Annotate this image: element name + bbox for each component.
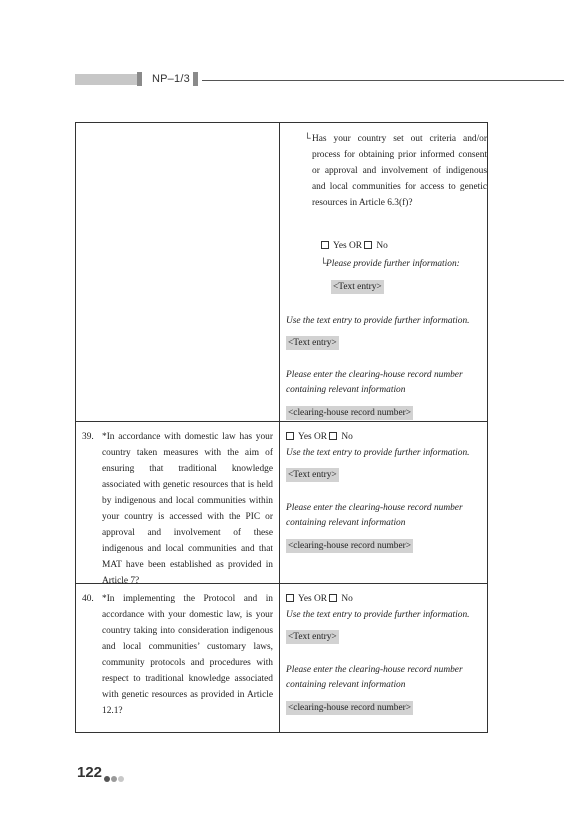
question-cell	[76, 584, 280, 732]
question-number: 39.	[82, 432, 94, 442]
no-label: No	[341, 594, 353, 604]
clearing-house-record-field[interactable]: <clearing-house record number>	[288, 703, 412, 713]
clearing-house-record-field[interactable]: <clearing-house record number>	[288, 541, 412, 551]
clearing-house-instruction: Please enter the clearing-house record number containing relevant information	[286, 503, 463, 528]
or-label: OR	[313, 432, 328, 442]
clearing-house-instruction: Please enter the clearing-house record number containing relevant information	[286, 665, 463, 690]
clearing-house-record-field[interactable]: <clearing-house record number>	[288, 408, 412, 418]
or-label: OR	[313, 594, 328, 604]
page-number: 122	[77, 764, 103, 781]
clearing-house-instruction: Please enter the clearing-house record number containing relevant information	[286, 370, 463, 395]
table-row	[76, 421, 487, 586]
answer-cell	[280, 422, 487, 583]
yes-checkbox[interactable]	[321, 241, 329, 249]
document-code: NP–1/3	[152, 73, 190, 85]
header-marker-right	[193, 72, 198, 86]
table-row	[76, 583, 487, 732]
no-checkbox[interactable]	[329, 594, 337, 602]
sub-item-arrow-icon: └	[320, 259, 327, 269]
text-entry-field[interactable]: <Text entry>	[333, 282, 382, 292]
question-number: 40.	[82, 594, 94, 604]
question-cell-empty	[76, 123, 280, 421]
or-label: OR	[348, 241, 363, 251]
no-checkbox[interactable]	[329, 432, 337, 440]
text-entry-field[interactable]: <Text entry>	[288, 632, 337, 642]
yes-label: Yes	[298, 594, 312, 604]
yes-no-choice	[286, 592, 484, 606]
question-text: *In implementing the Protocol and in accordance with your domestic law, is your country taking into consideration indigenous and local communities’ customary laws, community protocols and procedures with respect to traditional knowledge associated with genetic resources as provided in Article 12.1?	[102, 594, 273, 716]
yes-no-choice	[321, 239, 388, 253]
no-checkbox[interactable]	[364, 241, 372, 249]
yes-checkbox[interactable]	[286, 432, 294, 440]
header-rule	[202, 80, 564, 81]
no-label: No	[341, 432, 353, 442]
page-dot-icon	[111, 776, 117, 782]
yes-checkbox[interactable]	[286, 594, 294, 602]
questionnaire-table	[75, 122, 488, 733]
header-marker-left	[137, 72, 142, 86]
sub-item-arrow-icon: └	[304, 134, 311, 144]
no-label: No	[376, 241, 388, 251]
yes-no-choice	[286, 430, 484, 444]
sub-question: └ Has your country set out criteria and/or process for obtaining prior informed consent or approval and involvement of indigenous and local communities for access to genetic resources in Article 6.3(f)?	[312, 131, 487, 211]
table-row	[76, 123, 487, 421]
page-dots	[104, 769, 125, 787]
text-entry-instruction: Use the text entry to provide further information.	[286, 316, 470, 326]
yes-label: Yes	[298, 432, 312, 442]
answer-cell	[280, 584, 487, 732]
question-text: *In accordance with domestic law has your country taken measures with the aim of ensuring that traditional knowledge associated with genetic resources that is held by indigenous and local communities within your country is accessed with the PIC or approval and involvement of these indigenous and local communities and that MAT have been established as provided in Article 7?	[102, 432, 273, 586]
text-entry-field[interactable]: <Text entry>	[288, 338, 337, 348]
text-entry-field[interactable]: <Text entry>	[288, 470, 337, 480]
text-entry-instruction: Use the text entry to provide further information.	[286, 610, 470, 620]
yes-label: Yes	[333, 241, 347, 251]
text-entry-instruction: Use the text entry to provide further information.	[286, 448, 470, 458]
further-info-prompt: └ Please provide further information:	[326, 257, 460, 272]
page-dot-icon	[104, 776, 110, 782]
header-grey-bar	[75, 74, 137, 85]
answer-cell	[280, 123, 487, 421]
question-cell	[76, 422, 280, 586]
running-header	[0, 0, 564, 110]
page-dot-icon	[118, 776, 124, 782]
